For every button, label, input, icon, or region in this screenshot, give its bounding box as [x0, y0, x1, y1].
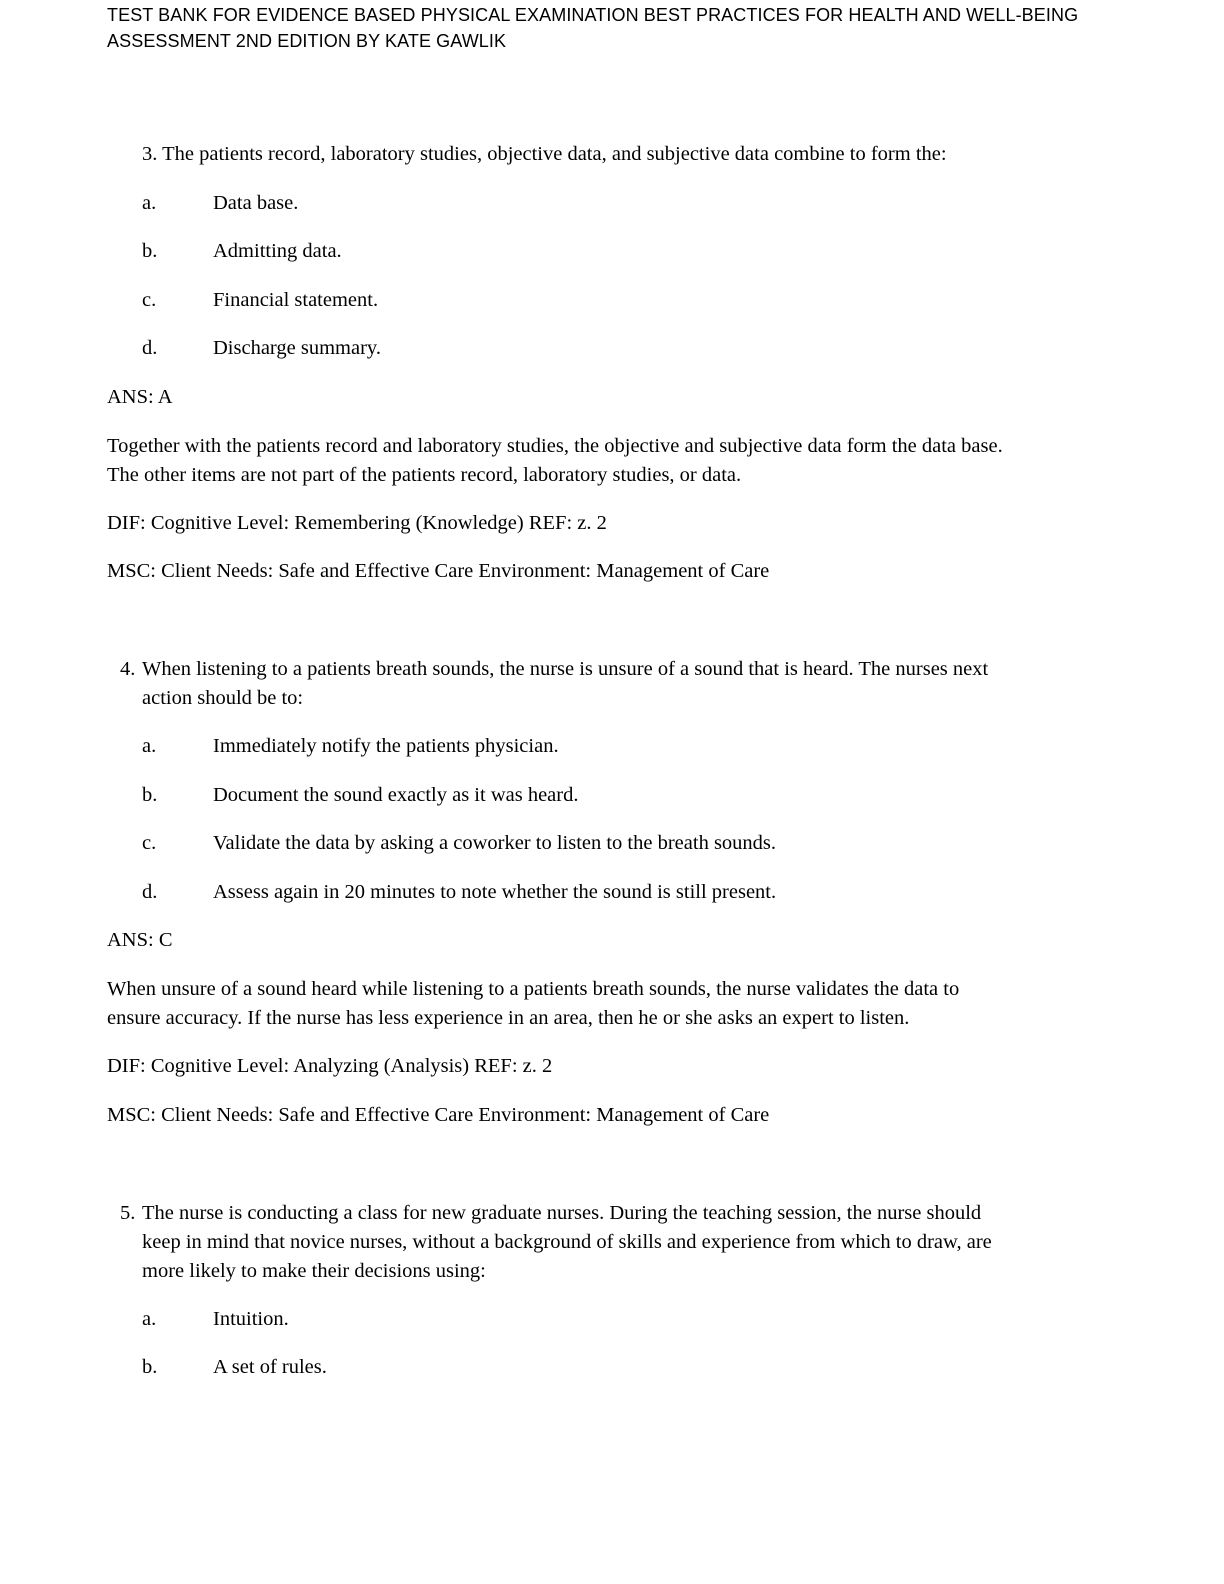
option-letter: a. [142, 192, 157, 214]
option-text: Immediately notify the patients physician. [213, 735, 559, 757]
question-number: 4. [120, 658, 136, 680]
client-needs: MSC: Client Needs: Safe and Effective Care Environment: Management of Care [107, 1104, 770, 1126]
difficulty-ref: DIF: Cognitive Level: Analyzing (Analysis) REF: z. 2 [107, 1055, 553, 1077]
answer-key: ANS: A [107, 386, 173, 408]
option-text: Discharge summary. [213, 337, 381, 359]
question-stem: When listening to a patients breath sounds, the nurse is unsure of a sound that is heard. The nurses next [142, 658, 989, 680]
option-letter: b. [142, 784, 158, 806]
question-stem: more likely to make their decisions using: [142, 1260, 486, 1282]
option-text: Admitting data. [213, 240, 342, 262]
question-number: 3. [142, 143, 158, 165]
question-stem: keep in mind that novice nurses, without a background of skills and experience from which to draw, are [142, 1231, 992, 1253]
question-stem: action should be to: [142, 687, 304, 709]
option-letter: d. [142, 337, 158, 359]
header-line-2: ASSESSMENT 2ND EDITION BY KATE GAWLIK [107, 31, 507, 51]
option-letter: a. [142, 1308, 157, 1330]
page-header [107, 2, 1107, 54]
option-text: Financial statement. [213, 289, 379, 311]
answer-key: ANS: C [107, 929, 173, 951]
option-text: Assess again in 20 minutes to note whether the sound is still present. [213, 881, 777, 903]
option-text: Validate the data by asking a coworker to listen to the breath sounds. [213, 832, 777, 854]
option-letter: b. [142, 1356, 158, 1378]
header-line-1: TEST BANK FOR EVIDENCE BASED PHYSICAL EXAMINATION BEST PRACTICES FOR HEALTH AND WELL-BEING [107, 5, 1079, 25]
rationale-line: Together with the patients record and laboratory studies, the objective and subjective data form the data base. [107, 435, 1003, 457]
option-letter: c. [142, 289, 157, 311]
question-3-stem-line [142, 140, 947, 169]
rationale-line: The other items are not part of the patients record, laboratory studies, or data. [107, 464, 742, 486]
option-letter: a. [142, 735, 157, 757]
option-letter: b. [142, 240, 158, 262]
option-text: Data base. [213, 192, 299, 214]
option-letter: d. [142, 881, 158, 903]
question-stem: The patients record, laboratory studies, objective data, and subjective data combine to form the: [162, 143, 947, 165]
difficulty-ref: DIF: Cognitive Level: Remembering (Knowledge) REF: z. 2 [107, 512, 607, 534]
option-letter: c. [142, 832, 157, 854]
option-text: Intuition. [213, 1308, 289, 1330]
question-number: 5. [120, 1202, 136, 1224]
rationale-line: ensure accuracy. If the nurse has less experience in an area, then he or she asks an expert to listen. [107, 1007, 910, 1029]
client-needs: MSC: Client Needs: Safe and Effective Care Environment: Management of Care [107, 560, 770, 582]
question-stem: The nurse is conducting a class for new graduate nurses. During the teaching session, the nurse should [142, 1202, 982, 1224]
option-text: Document the sound exactly as it was heard. [213, 784, 579, 806]
option-text: A set of rules. [213, 1356, 327, 1378]
rationale-line: When unsure of a sound heard while listening to a patients breath sounds, the nurse validates the data to [107, 978, 960, 1000]
